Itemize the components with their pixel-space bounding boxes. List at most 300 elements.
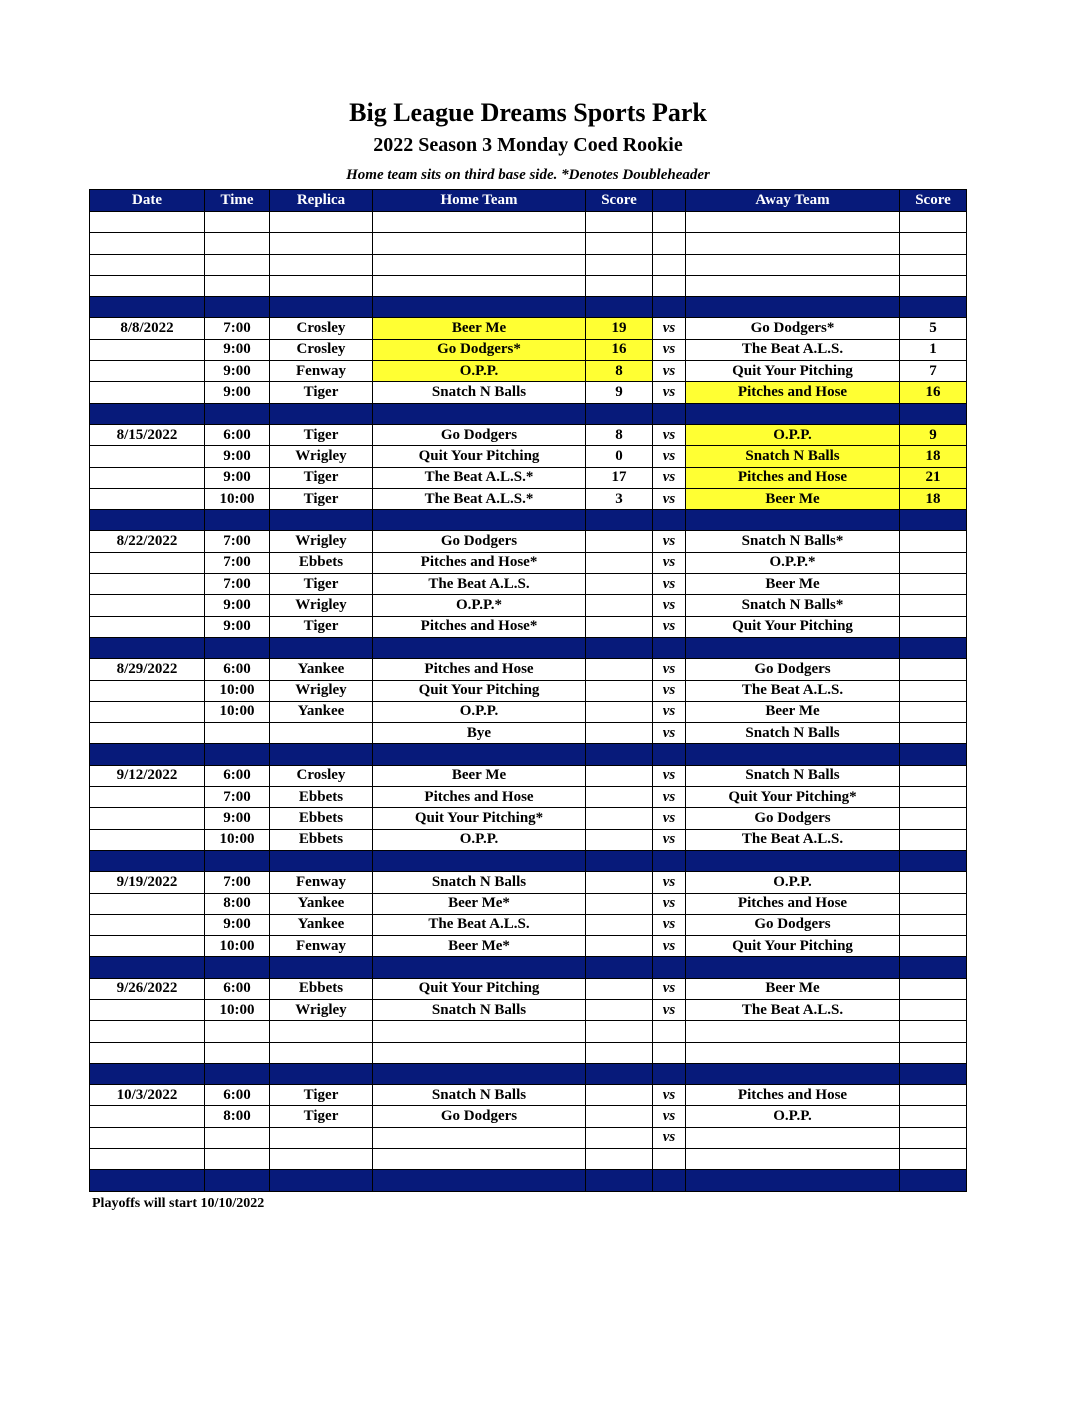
blank-row <box>90 212 967 233</box>
cell-date: 9/12/2022 <box>90 765 205 786</box>
game-row <box>90 1085 967 1106</box>
cell-date <box>90 403 205 424</box>
cell-replica: Crosley <box>270 765 373 786</box>
cell-replica <box>270 233 373 254</box>
cell-away-score <box>900 936 967 957</box>
cell-time: 7:00 <box>205 318 270 339</box>
cell-home-score <box>586 1127 653 1148</box>
cell-away-team <box>686 1170 900 1191</box>
column-header-home-score: Score <box>586 190 653 212</box>
cell-home-team: Snatch N Balls <box>373 1085 586 1106</box>
cell-away-team <box>686 1149 900 1170</box>
section-separator-row <box>90 1063 967 1084</box>
cell-home-score <box>586 957 653 978</box>
cell-vs: vs <box>653 659 686 680</box>
game-row <box>90 574 967 595</box>
cell-away-team: Go Dodgers <box>686 659 900 680</box>
cell-vs: vs <box>653 914 686 935</box>
cell-away-score <box>900 914 967 935</box>
game-row <box>90 382 967 403</box>
cell-time: 6:00 <box>205 424 270 445</box>
doubleheader-note: Home team sits on third base side. *Denotes Doubleheader <box>346 167 710 183</box>
cell-home-score <box>586 914 653 935</box>
cell-vs: vs <box>653 424 686 445</box>
cell-away-team: O.P.P. <box>686 424 900 445</box>
cell-home-score <box>586 616 653 637</box>
cell-vs: vs <box>653 616 686 637</box>
cell-home-team <box>373 297 586 318</box>
cell-date: 8/22/2022 <box>90 531 205 552</box>
cell-away-score <box>900 1170 967 1191</box>
cell-date <box>90 680 205 701</box>
cell-away-score <box>900 275 967 296</box>
cell-vs <box>653 744 686 765</box>
cell-home-team <box>373 1149 586 1170</box>
cell-replica: Wrigley <box>270 595 373 616</box>
cell-away-team: The Beat A.L.S. <box>686 999 900 1020</box>
cell-home-score: 19 <box>586 318 653 339</box>
cell-away-team: O.P.P.* <box>686 552 900 573</box>
game-row <box>90 978 967 999</box>
cell-home-team <box>373 957 586 978</box>
cell-home-score <box>586 893 653 914</box>
cell-replica <box>270 637 373 658</box>
cell-home-team: O.P.P. <box>373 829 586 850</box>
cell-home-score <box>586 723 653 744</box>
cell-vs: vs <box>653 787 686 808</box>
game-row <box>90 531 967 552</box>
cell-replica: Tiger <box>270 1106 373 1127</box>
cell-time: 10:00 <box>205 488 270 509</box>
cell-date <box>90 616 205 637</box>
cell-time: 9:00 <box>205 467 270 488</box>
cell-vs: vs <box>653 978 686 999</box>
cell-away-score: 7 <box>900 361 967 382</box>
cell-home-team: Beer Me <box>373 318 586 339</box>
cell-date <box>90 701 205 722</box>
cell-time <box>205 233 270 254</box>
cell-home-score <box>586 254 653 275</box>
cell-home-team <box>373 233 586 254</box>
cell-date <box>90 1063 205 1084</box>
cell-away-score <box>900 212 967 233</box>
cell-home-team: The Beat A.L.S.* <box>373 467 586 488</box>
cell-away-team: Go Dodgers* <box>686 318 900 339</box>
cell-replica: Tiger <box>270 424 373 445</box>
cell-home-team: Bye <box>373 723 586 744</box>
cell-home-team <box>373 275 586 296</box>
game-row <box>90 914 967 935</box>
cell-away-score <box>900 1085 967 1106</box>
cell-away-team: Beer Me <box>686 701 900 722</box>
cell-replica <box>270 1042 373 1063</box>
cell-date: 8/15/2022 <box>90 424 205 445</box>
cell-vs <box>653 254 686 275</box>
game-row <box>90 318 967 339</box>
cell-away-score <box>900 893 967 914</box>
cell-replica <box>270 723 373 744</box>
cell-vs: vs <box>653 488 686 509</box>
cell-away-team: Quit Your Pitching <box>686 936 900 957</box>
blank-row <box>90 1021 967 1042</box>
cell-date <box>90 1170 205 1191</box>
cell-away-score <box>900 659 967 680</box>
cell-vs: vs <box>653 936 686 957</box>
cell-away-score <box>900 1106 967 1127</box>
cell-time <box>205 403 270 424</box>
cell-vs <box>653 1021 686 1042</box>
cell-away-team <box>686 1042 900 1063</box>
cell-home-team: Pitches and Hose <box>373 787 586 808</box>
cell-time <box>205 744 270 765</box>
cell-away-score: 16 <box>900 382 967 403</box>
cell-vs: vs <box>653 361 686 382</box>
game-row <box>90 765 967 786</box>
cell-away-score: 18 <box>900 488 967 509</box>
cell-replica <box>270 744 373 765</box>
cell-date <box>90 297 205 318</box>
cell-vs: vs <box>653 595 686 616</box>
cell-home-team: Go Dodgers <box>373 531 586 552</box>
cell-home-score: 0 <box>586 446 653 467</box>
cell-home-team: Quit Your Pitching <box>373 446 586 467</box>
cell-date <box>90 744 205 765</box>
cell-away-team <box>686 212 900 233</box>
cell-vs: vs <box>653 467 686 488</box>
cell-away-score <box>900 978 967 999</box>
cell-home-team: Beer Me* <box>373 893 586 914</box>
cell-away-team <box>686 297 900 318</box>
cell-replica: Crosley <box>270 318 373 339</box>
cell-time: 7:00 <box>205 552 270 573</box>
cell-home-team: Go Dodgers <box>373 1106 586 1127</box>
cell-vs <box>653 510 686 531</box>
cell-away-team: Go Dodgers <box>686 914 900 935</box>
cell-vs <box>653 403 686 424</box>
cell-away-team: The Beat A.L.S. <box>686 680 900 701</box>
cell-time <box>205 957 270 978</box>
cell-time: 10:00 <box>205 936 270 957</box>
cell-time: 9:00 <box>205 446 270 467</box>
cell-date <box>90 914 205 935</box>
game-row <box>90 936 967 957</box>
column-header-time: Time <box>205 190 270 212</box>
cell-date <box>90 1149 205 1170</box>
cell-replica: Ebbets <box>270 552 373 573</box>
cell-vs <box>653 233 686 254</box>
cell-away-team: Pitches and Hose <box>686 467 900 488</box>
cell-away-team <box>686 233 900 254</box>
cell-time <box>205 1127 270 1148</box>
game-row <box>90 808 967 829</box>
cell-away-team <box>686 957 900 978</box>
cell-away-team: Snatch N Balls <box>686 765 900 786</box>
cell-away-score <box>900 744 967 765</box>
cell-time: 9:00 <box>205 808 270 829</box>
cell-vs: vs <box>653 765 686 786</box>
cell-away-score <box>900 637 967 658</box>
cell-date <box>90 723 205 744</box>
game-row <box>90 424 967 445</box>
cell-vs: vs <box>653 446 686 467</box>
cell-time: 10:00 <box>205 701 270 722</box>
game-row <box>90 999 967 1020</box>
cell-home-score <box>586 1085 653 1106</box>
cell-date <box>90 361 205 382</box>
cell-away-team <box>686 850 900 871</box>
cell-time: 9:00 <box>205 382 270 403</box>
cell-home-score <box>586 403 653 424</box>
cell-away-team <box>686 254 900 275</box>
cell-away-score <box>900 1149 967 1170</box>
cell-away-score <box>900 1042 967 1063</box>
column-header-replica: Replica <box>270 190 373 212</box>
cell-replica: Tiger <box>270 467 373 488</box>
cell-home-team <box>373 254 586 275</box>
cell-replica: Wrigley <box>270 531 373 552</box>
cell-replica: Wrigley <box>270 446 373 467</box>
cell-date <box>90 574 205 595</box>
cell-vs <box>653 1149 686 1170</box>
game-row <box>90 701 967 722</box>
cell-away-team: Go Dodgers <box>686 808 900 829</box>
cell-away-team: Beer Me <box>686 574 900 595</box>
cell-home-score <box>586 936 653 957</box>
cell-date <box>90 382 205 403</box>
column-header-away-score: Score <box>900 190 967 212</box>
cell-date <box>90 595 205 616</box>
cell-home-team: Pitches and Hose* <box>373 552 586 573</box>
cell-home-team <box>373 1127 586 1148</box>
game-row <box>90 339 967 360</box>
cell-home-score <box>586 574 653 595</box>
cell-home-team <box>373 1170 586 1191</box>
cell-home-score <box>586 872 653 893</box>
cell-away-team: Beer Me <box>686 488 900 509</box>
cell-home-score <box>586 1063 653 1084</box>
game-row <box>90 595 967 616</box>
cell-home-score <box>586 1170 653 1191</box>
cell-home-score <box>586 1149 653 1170</box>
cell-vs: vs <box>653 808 686 829</box>
cell-time <box>205 275 270 296</box>
cell-date <box>90 999 205 1020</box>
cell-away-team <box>686 1021 900 1042</box>
cell-home-score <box>586 659 653 680</box>
cell-vs <box>653 1170 686 1191</box>
schedule-body <box>90 212 967 1192</box>
cell-date <box>90 893 205 914</box>
cell-time: 7:00 <box>205 574 270 595</box>
cell-replica: Fenway <box>270 936 373 957</box>
cell-date <box>90 233 205 254</box>
game-row <box>90 552 967 573</box>
cell-time <box>205 254 270 275</box>
cell-time: 8:00 <box>205 1106 270 1127</box>
cell-replica <box>270 957 373 978</box>
blank-row <box>90 1042 967 1063</box>
cell-home-team <box>373 744 586 765</box>
cell-date <box>90 957 205 978</box>
cell-time: 6:00 <box>205 765 270 786</box>
cell-date <box>90 275 205 296</box>
page-title: Big League Dreams Sports Park <box>349 98 707 127</box>
blank-row <box>90 275 967 296</box>
cell-time: 6:00 <box>205 659 270 680</box>
cell-replica <box>270 1063 373 1084</box>
cell-away-score <box>900 595 967 616</box>
cell-away-score <box>900 957 967 978</box>
cell-away-team <box>686 1127 900 1148</box>
cell-date <box>90 1021 205 1042</box>
cell-home-team <box>373 403 586 424</box>
cell-away-team: O.P.P. <box>686 872 900 893</box>
blank-row <box>90 254 967 275</box>
cell-replica: Tiger <box>270 382 373 403</box>
cell-home-team <box>373 637 586 658</box>
cell-away-score <box>900 531 967 552</box>
cell-home-score: 8 <box>586 424 653 445</box>
cell-away-score <box>900 1021 967 1042</box>
cell-home-score <box>586 1021 653 1042</box>
cell-vs: vs <box>653 1127 686 1148</box>
page-subtitle: 2022 Season 3 Monday Coed Rookie <box>373 134 683 156</box>
cell-away-team: Pitches and Hose <box>686 1085 900 1106</box>
game-row <box>90 361 967 382</box>
cell-home-team: Quit Your Pitching* <box>373 808 586 829</box>
cell-replica: Tiger <box>270 488 373 509</box>
section-separator-row <box>90 637 967 658</box>
cell-time <box>205 1021 270 1042</box>
cell-home-score <box>586 595 653 616</box>
cell-home-team <box>373 212 586 233</box>
cell-away-score <box>900 701 967 722</box>
cell-time <box>205 510 270 531</box>
cell-time: 6:00 <box>205 1085 270 1106</box>
cell-date <box>90 552 205 573</box>
cell-time <box>205 1063 270 1084</box>
cell-time: 6:00 <box>205 978 270 999</box>
cell-home-score <box>586 637 653 658</box>
cell-vs: vs <box>653 872 686 893</box>
cell-date: 8/8/2022 <box>90 318 205 339</box>
section-separator-row <box>90 403 967 424</box>
cell-away-team: Quit Your Pitching <box>686 361 900 382</box>
cell-away-score: 1 <box>900 339 967 360</box>
blank-row <box>90 1149 967 1170</box>
cell-vs <box>653 1063 686 1084</box>
cell-replica: Ebbets <box>270 978 373 999</box>
cell-home-team <box>373 850 586 871</box>
schedule-table <box>89 189 967 1192</box>
game-row <box>90 446 967 467</box>
cell-home-team: The Beat A.L.S. <box>373 914 586 935</box>
section-separator-row <box>90 744 967 765</box>
cell-date: 9/26/2022 <box>90 978 205 999</box>
cell-home-score <box>586 744 653 765</box>
cell-home-team <box>373 1063 586 1084</box>
cell-home-team: O.P.P. <box>373 361 586 382</box>
cell-away-score <box>900 616 967 637</box>
cell-away-team: Snatch N Balls* <box>686 531 900 552</box>
cell-home-score <box>586 212 653 233</box>
cell-vs: vs <box>653 339 686 360</box>
cell-time <box>205 1170 270 1191</box>
cell-away-team: Quit Your Pitching <box>686 616 900 637</box>
cell-date <box>90 936 205 957</box>
cell-replica: Ebbets <box>270 808 373 829</box>
cell-home-team: The Beat A.L.S. <box>373 574 586 595</box>
cell-home-score <box>586 233 653 254</box>
cell-date <box>90 212 205 233</box>
cell-home-score <box>586 829 653 850</box>
cell-home-team: Pitches and Hose* <box>373 616 586 637</box>
cell-vs <box>653 275 686 296</box>
cell-home-score <box>586 808 653 829</box>
cell-date <box>90 787 205 808</box>
cell-away-score: 18 <box>900 446 967 467</box>
cell-home-score: 17 <box>586 467 653 488</box>
cell-date <box>90 829 205 850</box>
cell-away-team: The Beat A.L.S. <box>686 829 900 850</box>
section-separator-row <box>90 850 967 871</box>
cell-away-team: Snatch N Balls <box>686 446 900 467</box>
cell-away-score <box>900 829 967 850</box>
cell-vs: vs <box>653 1106 686 1127</box>
cell-away-score <box>900 765 967 786</box>
cell-away-team: Beer Me <box>686 978 900 999</box>
cell-time: 9:00 <box>205 339 270 360</box>
cell-time: 9:00 <box>205 361 270 382</box>
cell-vs: vs <box>653 999 686 1020</box>
game-row <box>90 829 967 850</box>
cell-replica <box>270 297 373 318</box>
cell-replica <box>270 1127 373 1148</box>
cell-home-team: Snatch N Balls <box>373 999 586 1020</box>
cell-date: 10/3/2022 <box>90 1085 205 1106</box>
cell-away-score <box>900 1127 967 1148</box>
cell-away-score <box>900 872 967 893</box>
game-row <box>90 659 967 680</box>
cell-away-score <box>900 850 967 871</box>
cell-replica: Wrigley <box>270 999 373 1020</box>
cell-time: 7:00 <box>205 787 270 808</box>
cell-away-team: The Beat A.L.S. <box>686 339 900 360</box>
cell-vs: vs <box>653 829 686 850</box>
game-row <box>90 872 967 893</box>
cell-away-team <box>686 275 900 296</box>
cell-away-score <box>900 552 967 573</box>
section-separator-row <box>90 297 967 318</box>
cell-away-team <box>686 403 900 424</box>
cell-vs: vs <box>653 318 686 339</box>
cell-date <box>90 1042 205 1063</box>
cell-away-score <box>900 680 967 701</box>
cell-replica: Yankee <box>270 659 373 680</box>
cell-home-score <box>586 552 653 573</box>
cell-home-team: Go Dodgers* <box>373 339 586 360</box>
column-header-home-team: Home Team <box>373 190 586 212</box>
cell-home-team <box>373 1021 586 1042</box>
cell-replica: Yankee <box>270 701 373 722</box>
cell-away-score <box>900 297 967 318</box>
cell-away-score <box>900 808 967 829</box>
cell-replica <box>270 1170 373 1191</box>
cell-vs: vs <box>653 723 686 744</box>
section-separator-row <box>90 510 967 531</box>
cell-replica: Fenway <box>270 361 373 382</box>
cell-home-team: Pitches and Hose <box>373 659 586 680</box>
